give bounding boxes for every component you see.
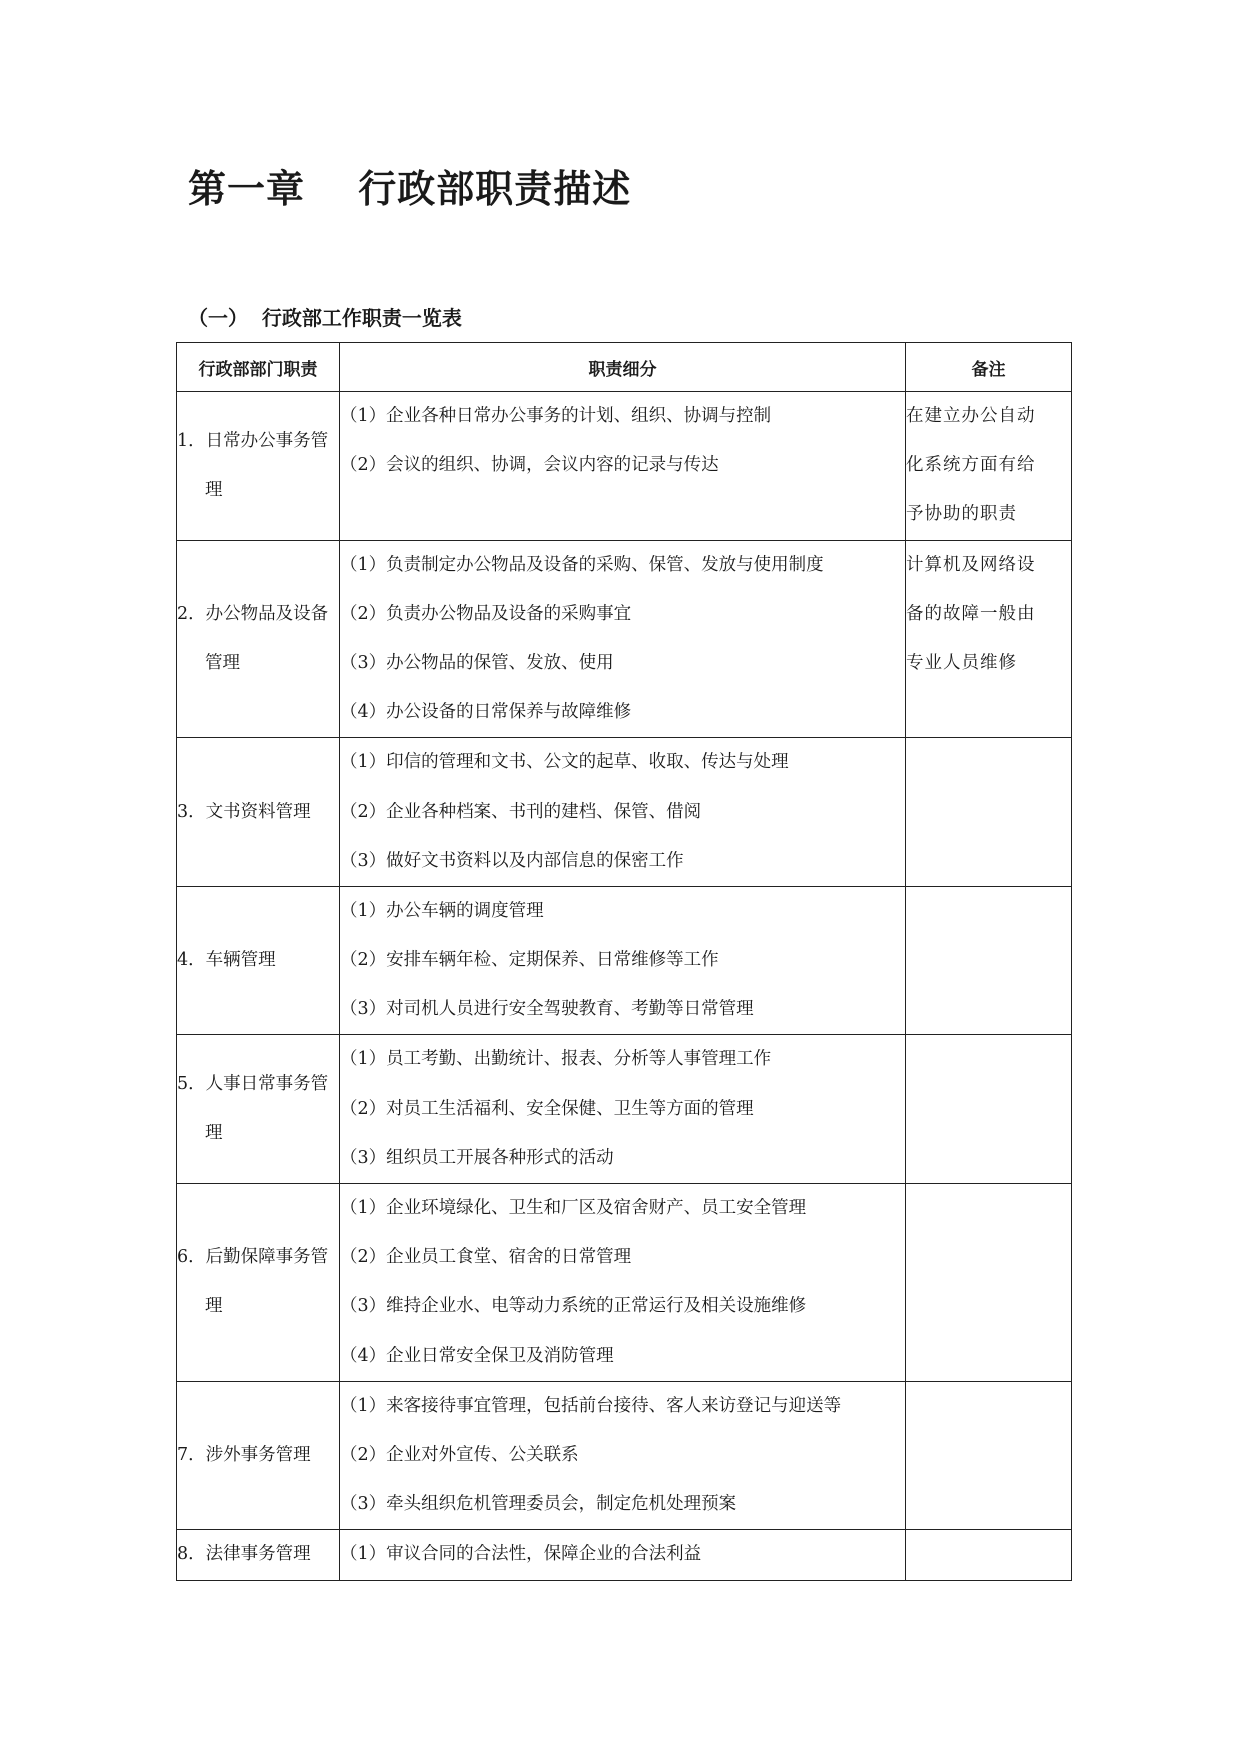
department-cell bbox=[177, 738, 340, 887]
note-cell bbox=[906, 540, 1072, 738]
note-line: 专业人员维修 bbox=[906, 652, 1017, 673]
note-cell bbox=[906, 1381, 1072, 1530]
note-cell bbox=[906, 886, 1072, 1035]
table-row bbox=[177, 1184, 1072, 1382]
details-cell bbox=[340, 1530, 906, 1580]
note-line: 备的故障一般由 bbox=[906, 603, 1036, 624]
note-line: 在建立办公自动 bbox=[906, 406, 1036, 426]
note-line: 化系统方面有给 bbox=[906, 455, 1036, 476]
detail-item: （3）牵头组织危机管理委员会，制定危机处理预案 bbox=[340, 1494, 737, 1515]
duties-table bbox=[176, 342, 1072, 1581]
detail-item: （3）对司机人员进行安全驾驶教育、考勤等日常管理 bbox=[340, 999, 754, 1020]
header-notes: 备注 bbox=[906, 343, 1072, 392]
detail-item: （4）办公设备的日常保养与故障维修 bbox=[340, 702, 632, 723]
detail-item: （3）办公物品的保管、发放、使用 bbox=[340, 652, 614, 673]
table-row bbox=[177, 1035, 1072, 1184]
detail-item: （2）会议的组织、协调，会议内容的记录与传达 bbox=[340, 455, 719, 476]
table-row bbox=[177, 738, 1072, 887]
detail-item: （3）组织员工开展各种形式的活动 bbox=[340, 1147, 614, 1168]
detail-item: （2）对员工生活福利、安全保健、卫生等方面的管理 bbox=[340, 1098, 754, 1119]
details-cell bbox=[340, 1184, 906, 1382]
note-line: 计算机及网络设 bbox=[906, 554, 1036, 575]
note-cell bbox=[906, 1184, 1072, 1382]
detail-item: （2）安排车辆年检、定期保养、日常维修等工作 bbox=[340, 950, 719, 971]
department-cell bbox=[177, 1530, 340, 1580]
department-cell bbox=[177, 540, 340, 738]
details-cell bbox=[340, 392, 906, 541]
note-cell bbox=[906, 1035, 1072, 1184]
details-cell bbox=[340, 1035, 906, 1184]
details-cell bbox=[340, 1381, 906, 1530]
table-row bbox=[177, 1381, 1072, 1530]
department-cell bbox=[177, 1035, 340, 1184]
table-header-row bbox=[177, 343, 1072, 392]
department-cell bbox=[177, 392, 340, 541]
department-label: 3．文书资料管理 bbox=[177, 801, 311, 822]
detail-item: （2）企业各种档案、书刊的建档、保管、借阅 bbox=[340, 801, 702, 822]
note-cell bbox=[906, 392, 1072, 541]
detail-item: （1）审议合同的合法性，保障企业的合法利益 bbox=[340, 1544, 702, 1565]
department-cell bbox=[177, 1184, 340, 1382]
table-body bbox=[177, 392, 1072, 1581]
department-label: 1．日常办公事务管理 bbox=[177, 430, 329, 500]
chapter-title: 第一章 行政部职责描述 bbox=[188, 167, 632, 211]
note-line: 予协助的职责 bbox=[906, 504, 1017, 525]
detail-item: （1）印信的管理和文书、公文的起草、收取、传达与处理 bbox=[340, 752, 789, 773]
table-row bbox=[177, 540, 1072, 738]
detail-item: （1）企业环境绿化、卫生和厂区及宿舍财产、员工安全管理 bbox=[340, 1198, 807, 1218]
detail-item: （1）企业各种日常办公事务的计划、组织、协调与控制 bbox=[340, 406, 772, 426]
department-label: 4．车辆管理 bbox=[177, 950, 276, 971]
department-label: 7．涉外事务管理 bbox=[177, 1445, 311, 1466]
table-row bbox=[177, 886, 1072, 1035]
detail-item: （4）企业日常安全保卫及消防管理 bbox=[340, 1345, 614, 1366]
header-department: 行政部部门职责 bbox=[177, 343, 340, 392]
detail-item: （2）企业对外宣传、公关联系 bbox=[340, 1444, 579, 1465]
table-row bbox=[177, 392, 1072, 541]
detail-item: （1）来客接待事宜管理，包括前台接待、客人来访登记与迎送等 bbox=[340, 1395, 842, 1416]
header-details: 职责细分 bbox=[340, 343, 906, 392]
detail-item: （2）负责办公物品及设备的采购事宜 bbox=[340, 603, 632, 624]
detail-item: （2）企业员工食堂、宿舍的日常管理 bbox=[340, 1247, 632, 1268]
detail-item: （3）维持企业水、电等动力系统的正常运行及相关设施维修 bbox=[340, 1296, 807, 1317]
note-cell bbox=[906, 738, 1072, 887]
department-label: 8．法律事务管理 bbox=[177, 1544, 311, 1565]
detail-item: （1）办公车辆的调度管理 bbox=[340, 900, 544, 921]
department-label: 2．办公物品及设备管理 bbox=[177, 603, 329, 673]
department-label: 6．后勤保障事务管理 bbox=[177, 1247, 329, 1317]
department-cell bbox=[177, 1381, 340, 1530]
detail-item: （1）员工考勤、出勤统计、报表、分析等人事管理工作 bbox=[340, 1049, 772, 1070]
details-cell bbox=[340, 738, 906, 887]
table-row bbox=[177, 1530, 1072, 1580]
department-label: 5．人事日常事务管理 bbox=[177, 1074, 329, 1144]
department-cell bbox=[177, 886, 340, 1035]
details-cell bbox=[340, 886, 906, 1035]
detail-item: （1）负责制定办公物品及设备的采购、保管、发放与使用制度 bbox=[340, 554, 824, 575]
details-cell bbox=[340, 540, 906, 738]
section-title: （一） 行政部工作职责一览表 bbox=[188, 306, 462, 330]
detail-item: （3）做好文书资料以及内部信息的保密工作 bbox=[340, 850, 684, 871]
note-cell bbox=[906, 1530, 1072, 1580]
